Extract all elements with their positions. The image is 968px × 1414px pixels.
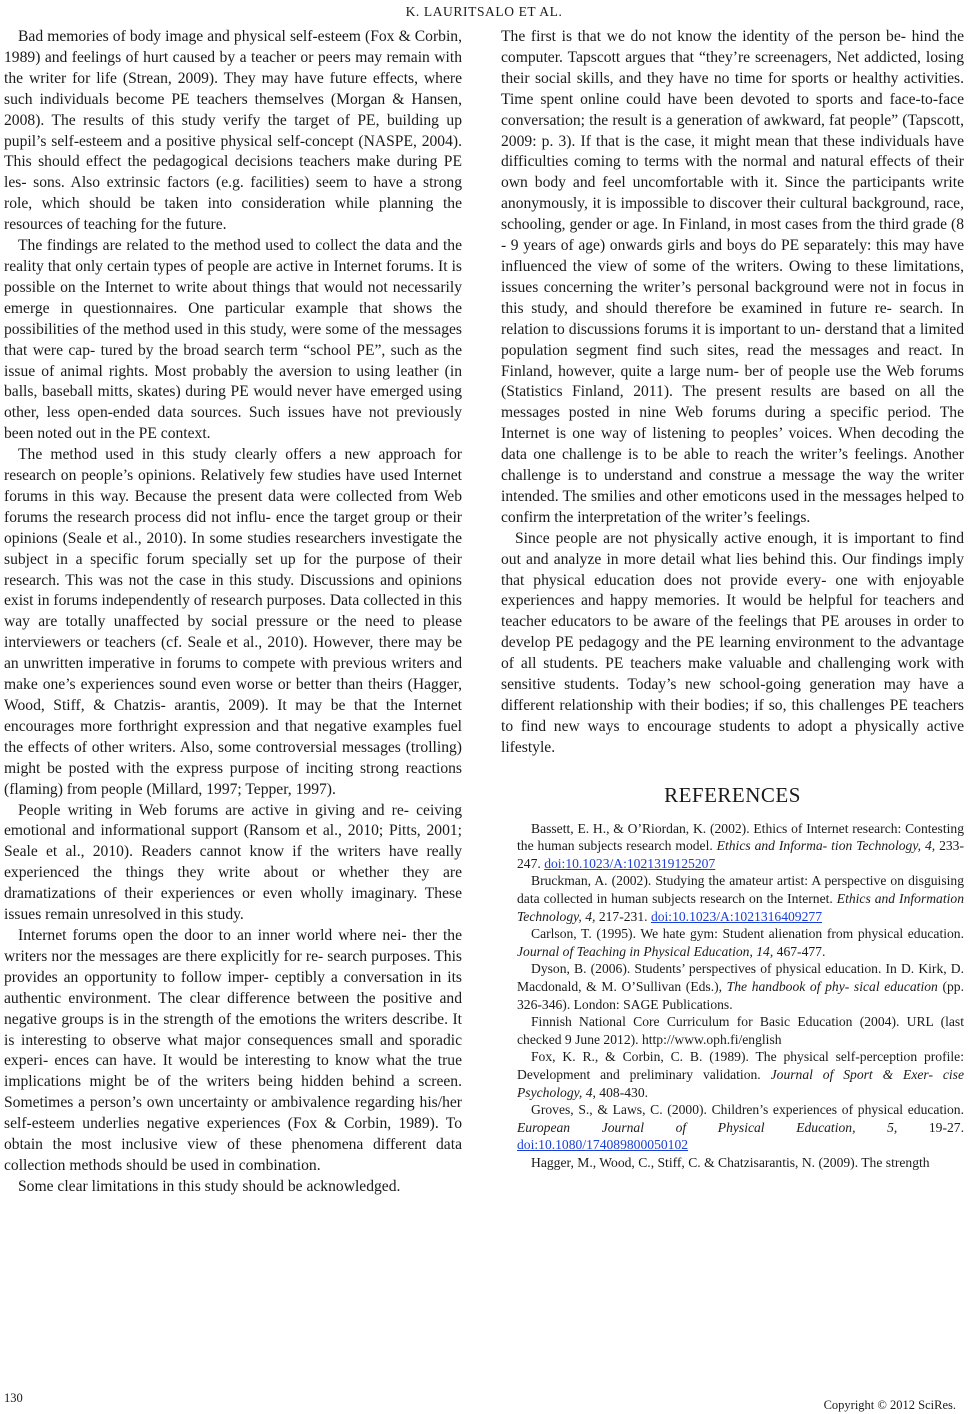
reference-journal: Ethics and Information Technology, 4, [517,891,965,924]
reference-journal: The handbook of phy- sical education [726,978,938,994]
paragraph: The findings are related to the method used to collect the data and the reality that only certain types of people are active in Internet forums. It is possible on the Internet to write about things that would not necessarily emerge in questionnaires. One particular example that shows the possibilities of the method used in this study, were some of the messages that were cap- tured by the broad search term “school PE”, such as the issue of animal rights. Most probably the aversion to using leather (in balls, baseball mitts, skates) during PE would never have emerged using other, less open-ended data sources. Such issues have not previously been noted out in the PE context. [4,237,462,443]
reference-entry [501,1154,964,1172]
reference-pages: (pp. 326-346). London: SAGE Publications. [517,978,964,1012]
reference-pages: , 19-27. [893,1119,964,1135]
reference-journal: European Journal of Physical Education, 5 [517,1119,894,1135]
reference-entry [501,1101,964,1154]
reference-pages: 408-430. [595,1084,649,1100]
reference-pages: 467-477. [773,943,826,959]
reference-journal: Journal of Sport & Exer- cise Psychology, 4, [517,1066,965,1100]
reference-journal: Ethics and Informa- tion Technology, 4, [716,838,936,854]
doi-link[interactable]: doi:10.1023/A:1021319125207 [544,855,716,871]
running-header: K. LAURITSALO ET AL. [405,4,563,19]
doi-link[interactable]: doi:10.1023/A:1021316409277 [650,908,822,924]
reference-text: Bruckman, A. (2002). Studying the amateur artist: A perspective on disguising data collected in human subjects research on the Internet. [517,873,964,906]
reference-text: Fox, K. R., & Corbin, C. B. (1989). The physical self-perception profile: Development and preliminary validation. [517,1049,964,1082]
reference-list [501,820,964,1172]
paragraph: Since people are not physically active enough, it is important to find out and analyze in more detail what lies behind this. Our findings imply that physical education does not provide every- one with enjoyable experiences and happy memories. It would be helpful for teachers and teacher educators to be aware of the feelings that PE arouses in order to develop PE pedagogy and the PE learning environment to the advantage of all students. PE teachers make valuable and challenging work with sensitive students. Today’s new school-going generation may have a different relationship with their bodies; if so, this challenges PE teachers to find new ways to encourage students to adopt a physically active lifestyle. [501,529,964,756]
reference-pages: 233-247. [517,838,964,871]
reference-entry [501,1013,964,1048]
right-column [501,27,964,1172]
paragraph: People writing in Web forums are active in giving and re- ceiving emotional and informational support (Ransom et al., 2010; Pitts, 2001; Seale et al., 2010). Readers cannot know if the writers have really experienced the things they write about or whether they are dramatizations of their experiences or even wholly imaginary. These issues remain unresolved in this study. [4,801,462,924]
reference-entry [501,960,964,1013]
page-number: 130 [4,1391,23,1405]
doi-link[interactable]: doi:10.1080/174089800050102 [517,1137,689,1153]
reference-text: Groves, S., & Laws, C. (2000). Children’s experiences of physical education. [531,1102,964,1118]
paragraph: The method used in this study clearly offers a new approach for research on people’s opinions. Relatively few studies have used Internet forums in this way. Because the present data were collected from Web forums the research process did not influ- ence the target group or their opinions (Seale et al., 2010). In some studies researchers investigate the subject in a specific forum specially set up for the purpose of their research. This was not the case in this study. Discussions and opinions exist in forums independently of research purposes. Data collected in this way are totally unaffected by social pressure or the need to please interviewers or teachers (cf. Seale et al., 2010). However, there may be an unwritten imperative in forums to compete with previous writers and make one’s experiences sound even worse or better than theirs (Hagger, Wood, Stiff, & Chatzis- arantis, 2009). It may be that the Internet encourages more forthright expression and that negative examples fuel the effects of other writers. Also, some controversial messages (trolling) might be posted with the express purpose of inciting strong reactions (flaming) from people (Millard, 1997; Tepper, 1997). [4,446,462,798]
reference-entry [501,872,964,925]
paragraph: Bad memories of body image and physical self-esteem (Fox & Corbin, 1989) and feelings of hurt caused by a teacher or peers may remain with the writer for life (Strean, 2009). They may have future effects, where such individuals become PE teachers themselves (Morgan & Hansen, 2008). The results of this study verify the target of PE, building up pupil’s self-esteem and a positive physical self-concept (NASPE, 2004). This should effect the pedagogical decisions teachers make during PE les- sons. Also extrinsic factors (e.g. facilities) seem to have a strong role, which should be taken into consideration while planning the resources of teaching for the future. [4,28,462,234]
reference-pages: 217-231. [595,908,651,924]
reference-entry [501,820,964,873]
reference-text: Hagger, M., Wood, C., Stiff, C. & Chatzisarantis, N. (2009). The strength [531,1154,930,1170]
reference-journal: Journal of Teaching in Physical Education, 14, [517,943,774,959]
reference-text: Carlson, T. (1995). We hate gym: Student alienation from physical education. [531,926,964,942]
references-heading: REFERENCES [664,782,801,807]
reference-entry [501,925,964,960]
copyright-notice: Copyright © 2012 SciRes. [823,1398,956,1412]
paragraph: The first is that we do not know the identity of the person be- hind the computer. Tapscott argues that “they’re screenagers, Net addicted, losing their social skills, and they have no time for sports or healthy activities. Time spent online could have been devoted to sports and face-to-face conversation; the result is a generation of awkward, fat people” (Tapscott, 2009: p. 3). If that is the case, it might mean that these individuals have difficulties coming to terms with the normal and natural effects of their own body and feel uncomfortable with it. Since the participants write anonymously, it is impossible to discover their cultural background, race, schooling, gender or age. In Finland, in most cases from the third grade (8 - 9 years of age) onwards girls and boys do PE separately: this may have influenced the view of some of the writers. Owing to these limitations, issues concerning the writer’s personal background were not in focus in this study, and should therefore be examined in future re- search. In relation to discussions forums it is important to un- derstand that a limited population segment find such sites, read the messages and react. In Finland, however, quite a large num- ber of people use the Web forums (Statistics Finland, 2011). The present results are based on all the messages posted in nine Web forums during a specific period. The Internet is one way of listening to peoples’ voices. When decoding the data one challenge is to be able to reach the writer’s feelings. Another challenge is to understand and construe a message the way the writer intended. The smilies and other emoticons used in the messages helped to confirm the interpretation of the writer’s feelings. [501,28,964,526]
paragraph: Internet forums open the door to an inner world where nei- ther the writers nor the messages are there explicitly for re- search purposes. This provides an opportunity to follow imper- ceptibly a conversation in its authentic environment. The clear difference between the positive and negative groups is in the strength of the emotions the writers describe. It is interesting to observe what major consequences small and sporadic experi- ences can have. It would be interesting to know what the true implications might be of the writers being hidden behind a screen. Sometimes a person’s own uncertainty or ambivalence regarding his/her self-esteem underlies negative experiences (Fox & Corbin, 1989). To obtain the most inclusive view of these phenomena different data collection methods should be used in combination. [4,926,462,1174]
reference-text: Finnish National Core Curriculum for Basic Education (2004). URL (last checked 9 June 2012). http://www.oph.fi/english [517,1014,964,1047]
paragraph: Some clear limitations in this study should be acknowledged. [18,1177,401,1195]
reference-text: Dyson, B. (2006). Students’ perspectives of physical education. In D. Kirk, D. Macdonald, & M. O’Sullivan (Eds.), [517,961,964,994]
reference-entry [501,1048,964,1101]
reference-text: Bassett, E. H., & O’Riordan, K. (2002). Ethics of Internet research: Contesting the human subjects research model. [517,820,964,854]
left-column [4,27,462,1198]
